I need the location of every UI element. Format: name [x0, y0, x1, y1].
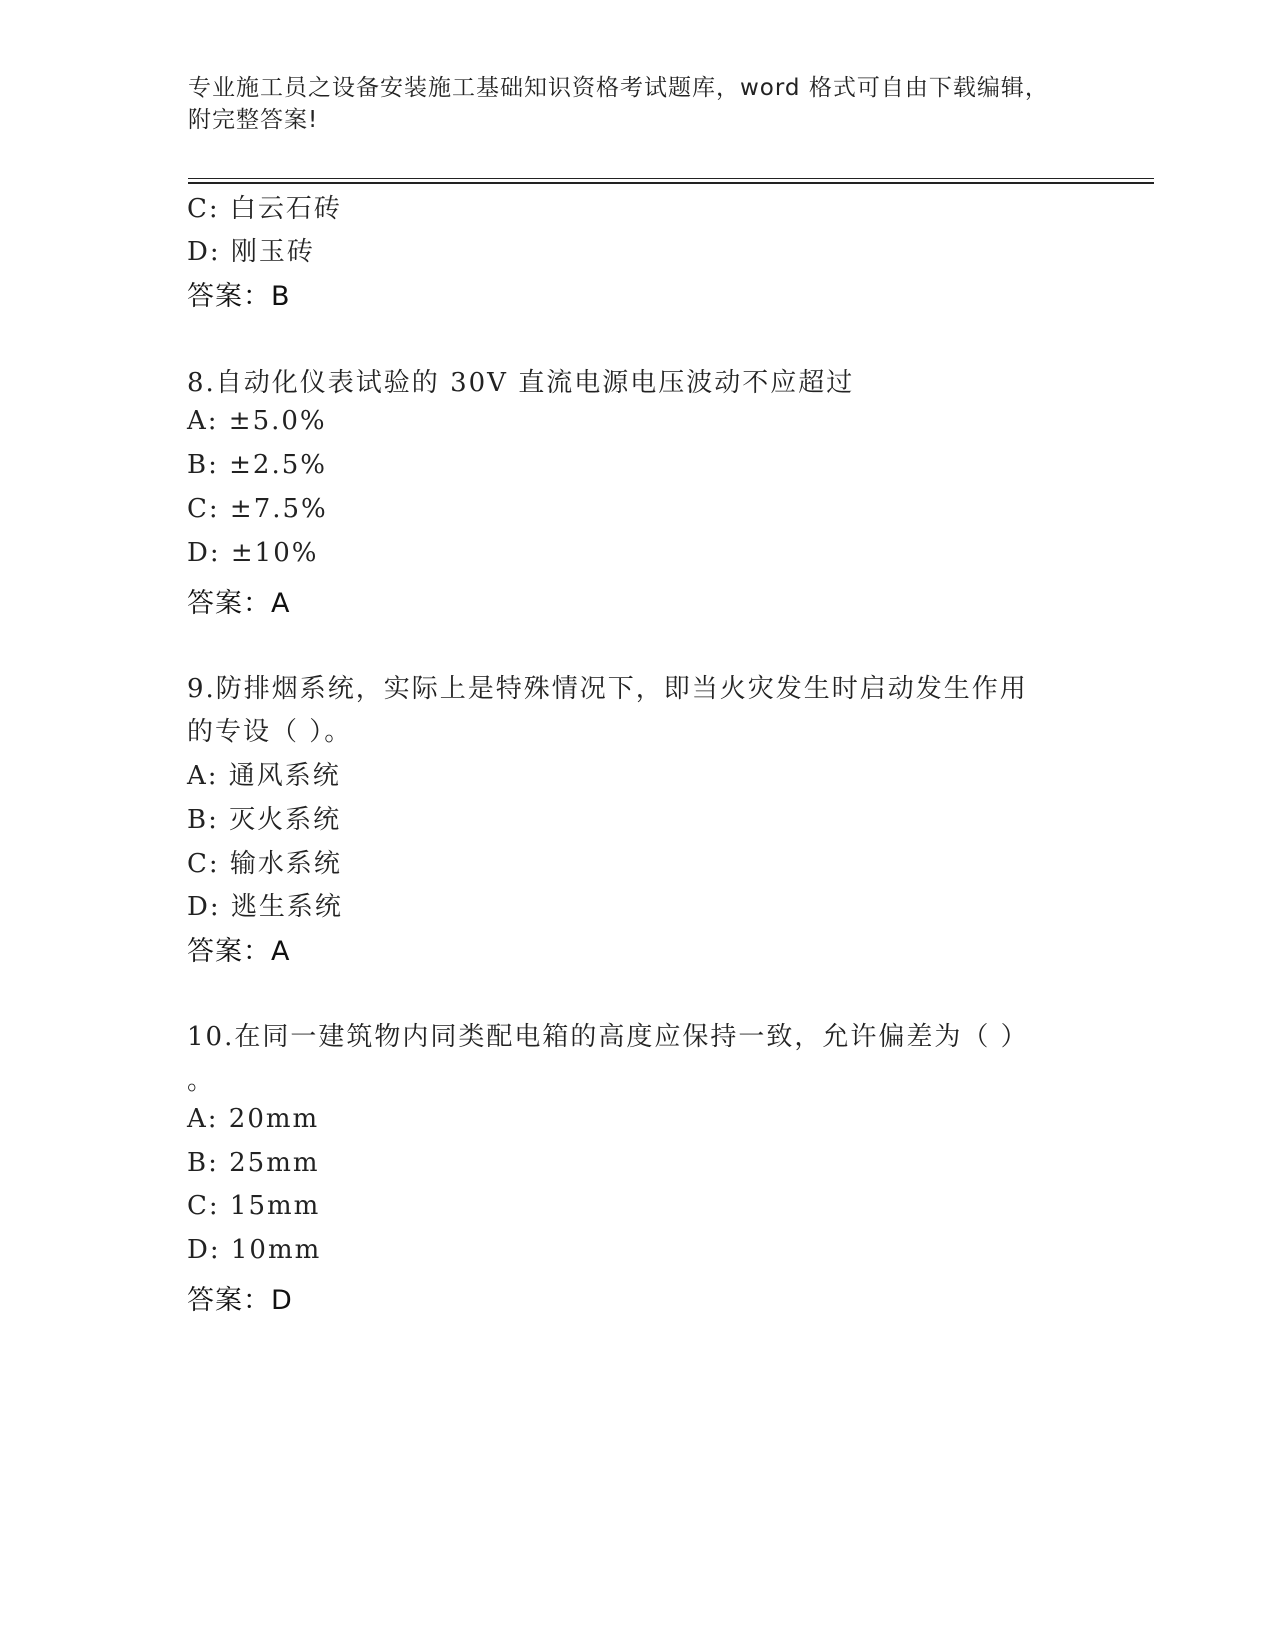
q10-question-line-1: 10.在同一建筑物内同类配电箱的高度应保持一致，允许偏差为（ ） — [187, 1022, 1029, 1052]
q10-question-line-2: 。 — [187, 1066, 216, 1096]
q8-option-c: C: ±7.5% — [187, 494, 328, 524]
q8-option-a: A: ±5.0% — [187, 406, 327, 436]
q9-option-a: A: 通风系统 — [187, 761, 341, 791]
header-rule-thin — [188, 178, 1154, 179]
q8-option-b: B: ±2.5% — [187, 450, 327, 480]
header-rule-thick — [188, 182, 1154, 184]
q8-question: 8.自动化仪表试验的 30V 直流电源电压波动不应超过 — [187, 368, 855, 398]
q10-option-b: B: 25mm — [187, 1148, 320, 1178]
q7-option-c: C: 白云石砖 — [187, 194, 342, 224]
document-header — [188, 72, 1068, 136]
q8-answer: 答案：A — [187, 588, 291, 619]
q10-answer: 答案：D — [187, 1285, 293, 1316]
q9-option-d: D: 逃生系统 — [187, 892, 343, 922]
q7-answer: 答案：B — [187, 281, 291, 312]
q10-option-d: D: 10mm — [187, 1235, 322, 1265]
q7-option-d: D: 刚玉砖 — [187, 237, 315, 267]
q8-option-d: D: ±10% — [187, 538, 319, 568]
q9-question-line-2: 的专设（ ）。 — [187, 717, 353, 747]
q9-option-b: B: 灭火系统 — [187, 805, 342, 835]
q9-option-c: C: 输水系统 — [187, 849, 342, 879]
q10-option-a: A: 20mm — [187, 1104, 320, 1134]
q10-option-c: C: 15mm — [187, 1191, 321, 1221]
q9-question-line-1: 9.防排烟系统，实际上是特殊情况下，即当火灾发生时启动发生作用 — [187, 674, 1028, 704]
header-line-2: 附完整答案! — [188, 107, 319, 133]
q9-answer: 答案：A — [187, 936, 291, 967]
header-line-1: 专业施工员之设备安装施工基础知识资格考试题库，word 格式可自由下载编辑， — [188, 75, 1049, 101]
